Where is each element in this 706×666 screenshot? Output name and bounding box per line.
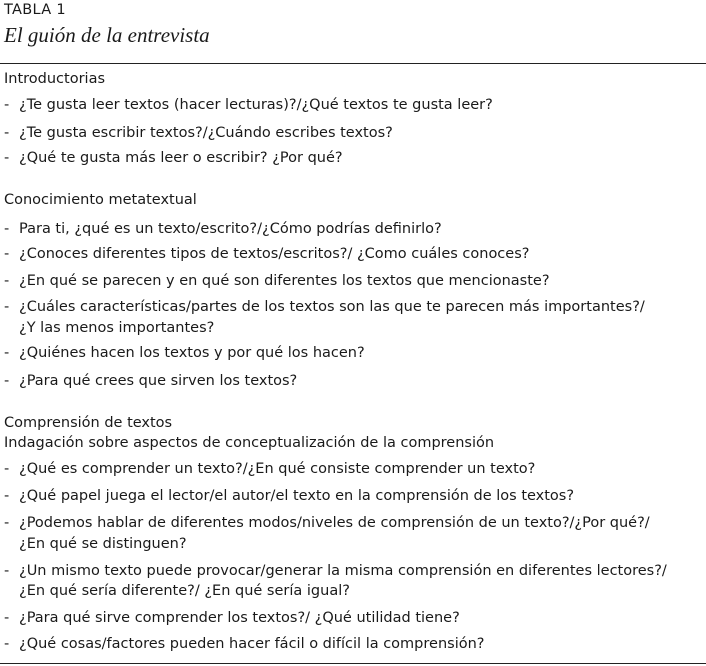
table-title: El guión de la entrevista xyxy=(4,23,210,47)
section-heading: Comprensión de textos xyxy=(4,415,173,431)
list-bullet: - xyxy=(4,125,10,141)
list-bullet: - xyxy=(4,221,10,237)
list-bullet: - xyxy=(4,150,10,166)
list-bullet: - xyxy=(4,345,10,361)
question-item: ¿Qué es comprender un texto?/¿En qué consiste comprender un texto? xyxy=(19,461,536,477)
list-bullet: - xyxy=(4,461,10,477)
question-item: ¿En qué se distinguen? xyxy=(19,536,187,552)
list-bullet: - xyxy=(4,515,10,531)
question-item: ¿Qué papel juega el lector/el autor/el texto en la comprensión de los textos? xyxy=(19,488,575,504)
section-heading: Introductorias xyxy=(4,71,106,87)
list-bullet: - xyxy=(4,273,10,289)
list-bullet: - xyxy=(4,373,10,389)
top-rule xyxy=(0,63,706,64)
question-item: ¿Quiénes hacen los textos y por qué los hacen? xyxy=(19,345,365,361)
question-item: ¿Y las menos importantes? xyxy=(19,320,215,336)
question-item: ¿Para qué sirve comprender los textos?/ ¿Qué utilidad tiene? xyxy=(19,610,460,626)
list-bullet: - xyxy=(4,97,10,113)
list-bullet: - xyxy=(4,488,10,504)
question-item: ¿Conoces diferentes tipos de textos/escritos?/ ¿Como cuáles conoces? xyxy=(19,246,530,262)
question-item: ¿Qué cosas/factores pueden hacer fácil o difícil la comprensión? xyxy=(19,636,485,652)
list-bullet: - xyxy=(4,246,10,262)
question-item: ¿Te gusta escribir textos?/¿Cuándo escribes textos? xyxy=(19,125,393,141)
list-bullet: - xyxy=(4,636,10,652)
bottom-rule xyxy=(0,663,706,664)
table-label: TABLA 1 xyxy=(4,2,66,18)
question-item: ¿Para qué crees que sirven los textos? xyxy=(19,373,298,389)
question-item: ¿Te gusta leer textos (hacer lecturas)?/¿Qué textos te gusta leer? xyxy=(19,97,493,113)
question-item: ¿Cuáles características/partes de los textos son las que te parecen más importantes?/ xyxy=(19,299,645,315)
question-item: ¿Qué te gusta más leer o escribir? ¿Por qué? xyxy=(19,150,343,166)
list-bullet: - xyxy=(4,563,10,579)
section-subheading: Indagación sobre aspectos de conceptualización de la comprensión xyxy=(4,435,495,451)
list-bullet: - xyxy=(4,610,10,626)
section-heading: Conocimiento metatextual xyxy=(4,192,197,208)
question-item: Para ti, ¿qué es un texto/escrito?/¿Cómo podrías definirlo? xyxy=(19,221,442,237)
list-bullet: - xyxy=(4,299,10,315)
question-item: ¿En qué se parecen y en qué son diferentes los textos que mencionaste? xyxy=(19,273,550,289)
question-item: ¿En qué sería diferente?/ ¿En qué sería igual? xyxy=(19,583,350,599)
question-item: ¿Un mismo texto puede provocar/generar la misma comprensión en diferentes lectores?/ xyxy=(19,563,667,579)
question-item: ¿Podemos hablar de diferentes modos/niveles de comprensión de un texto?/¿Por qué?/ xyxy=(19,515,650,531)
